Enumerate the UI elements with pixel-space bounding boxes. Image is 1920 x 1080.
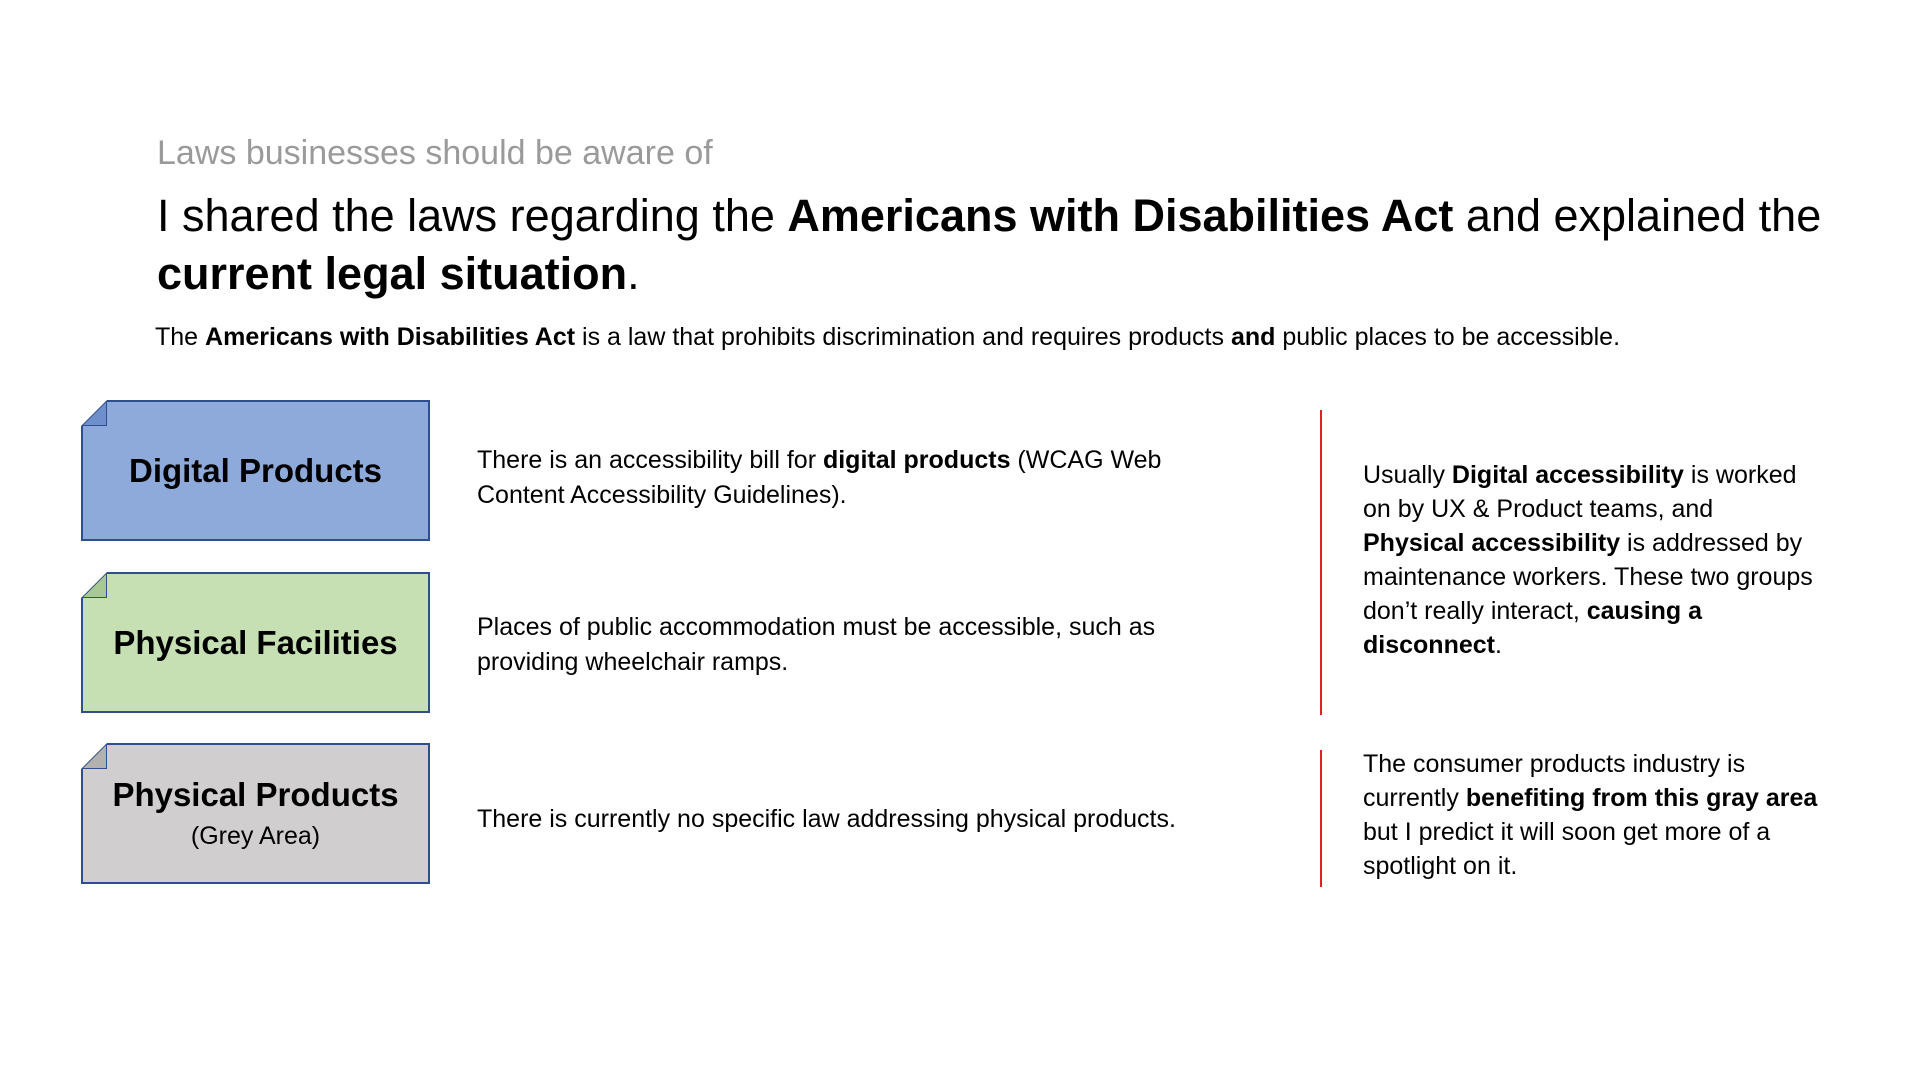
- note-disconnect: [1363, 458, 1818, 662]
- card-title: Digital Products: [128, 451, 383, 489]
- intro-text: is a law that prohibits discrimination and requires products: [575, 323, 1231, 351]
- description-bold: digital products: [822, 446, 1011, 474]
- description-text: There is currently no specific law addressing physical products.: [477, 805, 1176, 833]
- description-text: (WCAG Web Content Accessibility Guidelines).: [477, 446, 1162, 509]
- intro-bold-ada: Americans with Disabilities Act: [205, 323, 576, 351]
- card-physical-products: [81, 743, 430, 884]
- headline-text: .: [627, 248, 640, 299]
- intro-text: public places to be accessible.: [1275, 323, 1621, 351]
- headline-bold-legal: current legal situation: [157, 248, 628, 299]
- note-text: is addressed by maintenance workers. These two groups don’t really interact,: [1363, 529, 1813, 625]
- slide-headline: [157, 187, 1857, 303]
- accent-divider-line: [1320, 750, 1322, 887]
- note-text: .: [1494, 631, 1502, 659]
- headline-bold-ada: Americans with Disabilities Act: [787, 190, 1454, 241]
- description-text: There is an accessibility bill for: [477, 446, 823, 474]
- note-text: is worked on by UX & Product teams, and: [1363, 461, 1797, 523]
- note-bold: Physical accessibility: [1363, 529, 1621, 557]
- card-subtitle: (Grey Area): [190, 821, 321, 850]
- accent-divider-line: [1320, 410, 1322, 715]
- note-bold: Digital accessibility: [1451, 461, 1684, 489]
- note-bold: causing a disconnect: [1363, 597, 1703, 659]
- card-digital-products: [81, 400, 430, 541]
- headline-text: I shared the laws regarding the: [157, 190, 788, 241]
- folded-corner-icon: [81, 400, 107, 426]
- folded-corner-icon: [81, 743, 107, 769]
- note-text: but I predict it will soon get more of a spotlight on it.: [1363, 818, 1771, 880]
- description-digital-products: [477, 443, 1217, 513]
- card-title: Physical Products: [112, 775, 399, 813]
- intro-bold-and: and: [1230, 323, 1276, 351]
- note-gray-area: [1363, 747, 1818, 883]
- card-physical-facilities: [81, 572, 430, 713]
- description-physical-products: [477, 802, 1217, 837]
- description-physical-facilities: [477, 610, 1217, 680]
- intro-text: The: [155, 323, 206, 351]
- slide-kicker: Laws businesses should be aware of: [157, 134, 713, 172]
- note-text: The consumer products industry is currently: [1363, 750, 1746, 812]
- note-text: Usually: [1363, 461, 1452, 489]
- card-title: Physical Facilities: [113, 623, 398, 661]
- intro-sentence: [155, 320, 1875, 354]
- folded-corner-icon: [81, 572, 107, 598]
- note-bold: benefiting from this gray area: [1465, 784, 1818, 812]
- description-text: Places of public accommodation must be accessible, such as providing wheelchair ramps.: [477, 613, 1156, 676]
- headline-text: and explained the: [1453, 190, 1822, 241]
